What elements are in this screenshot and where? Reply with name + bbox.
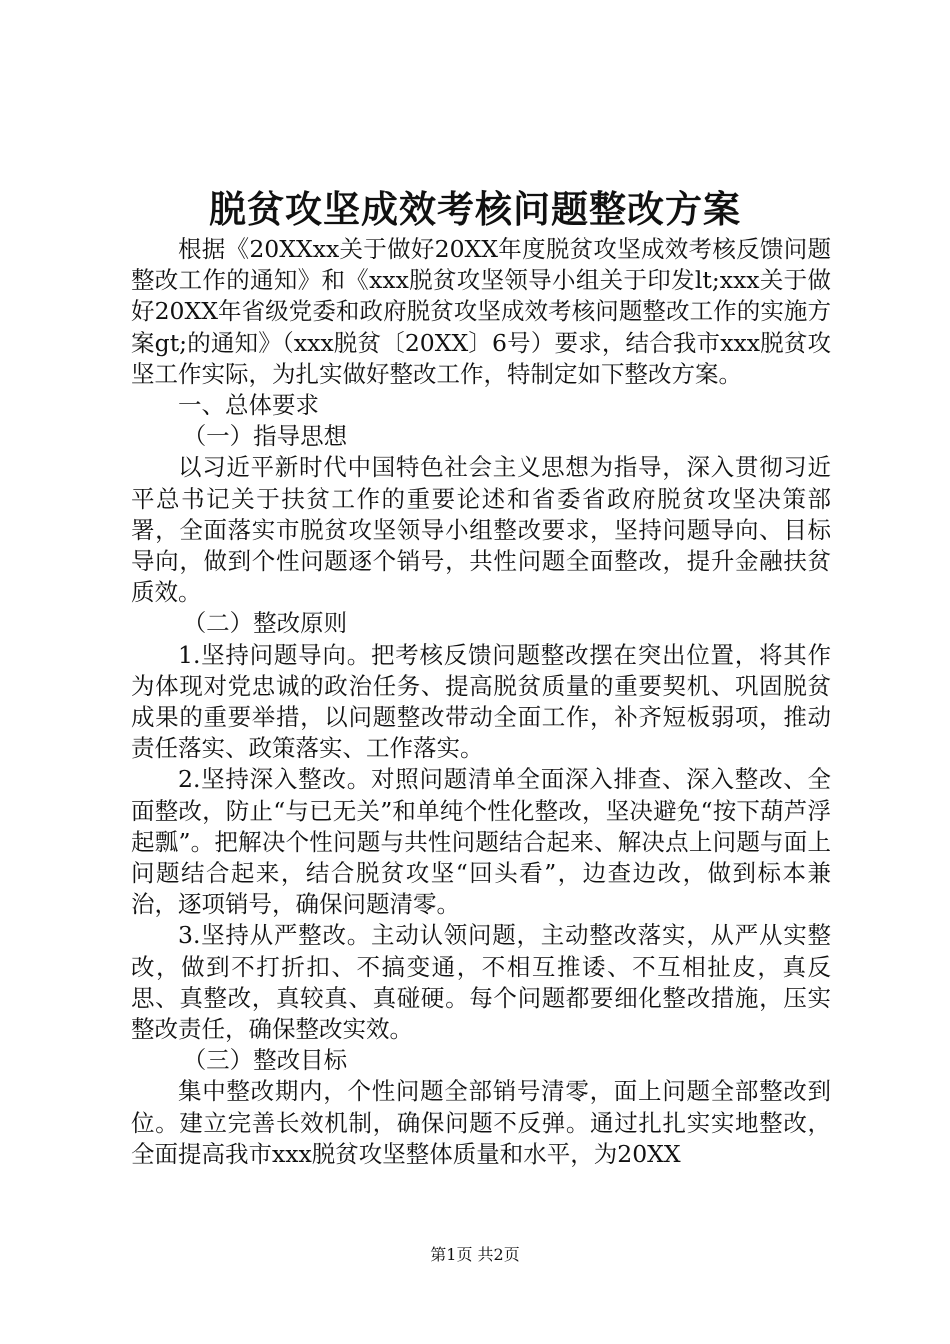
page-footer: 第1页 共2页 xyxy=(430,1245,520,1264)
document-body xyxy=(131,234,831,1170)
paragraph-principle-3: 3.坚持从严整改。主动认领问题，主动整改落实，从严从实整改，做到不打折扣、不搞变通，不相互推诿、不互相扯皮，真反思、真整改，真较真、真碰硬。每个问题都要细化整改措施，压实整改责任，确保整改实效。 xyxy=(131,921,831,1044)
subheading-guiding-ideology: （一）指导思想 xyxy=(182,422,348,451)
subheading-rectification-goals: （三）整改目标 xyxy=(182,1046,348,1075)
subheading-rectification-principles: （二）整改原则 xyxy=(182,609,348,638)
paragraph-goals: 集中整改期内，个性问题全部销号清零，面上问题全部整改到位。建立完善长效机制，确保问题不反弹。通过扎扎实实地整改，全面提高我市xxx脱贫攻坚整体质量和水平，为20XX xyxy=(131,1077,831,1168)
paragraph-intro: 根据《20XXxx关于做好20XX年度脱贫攻坚成效考核反馈问题整改工作的通知》和《xxx脱贫攻坚领导小组关于印发lt;xxx关于做好20XX年省级党委和政府脱贫攻坚成效考核问题整改工作的实施方案gt;的通知》（xxx脱贫〔20XX〕6号）要求，结合我市xxx脱贫攻坚工作实际，为扎实做好整改工作，特制定如下整改方案。 xyxy=(131,235,831,388)
paragraph-principle-1: 1.坚持问题导向。把考核反馈问题整改摆在突出位置，将其作为体现对党忠诚的政治任务、提高脱贫质量的重要契机、巩固脱贫成果的重要举措，以问题整改带动全面工作，补齐短板弱项，推动责任落实、政策落实、工作落实。 xyxy=(131,640,831,763)
document-title: 脱贫攻坚成效考核问题整改方案 xyxy=(209,187,741,231)
paragraph-guiding-ideology: 以习近平新时代中国特色社会主义思想为指导，深入贯彻习近平总书记关于扶贫工作的重要论述和省委省政府脱贫攻坚决策部署，全面落实市脱贫攻坚领导小组整改要求，坚持问题导向、目标导向，做到个性问题逐个销号，共性问题全面整改，提升金融扶贫质效。 xyxy=(131,453,831,607)
section-heading-overall-requirements: 一、总体要求 xyxy=(178,391,319,420)
paragraph-principle-2: 2.坚持深入整改。对照问题清单全面深入排查、深入整改、全面整改，防止“与已无关”和单纯个性化整改，坚决避免“按下葫芦浮起瓢”。把解决个性问题与共性问题结合起来、解决点上问题与面上问题结合起来，结合脱贫攻坚“回头看”，边查边改，做到标本兼治，逐项销号，确保问题清零。 xyxy=(131,765,831,919)
